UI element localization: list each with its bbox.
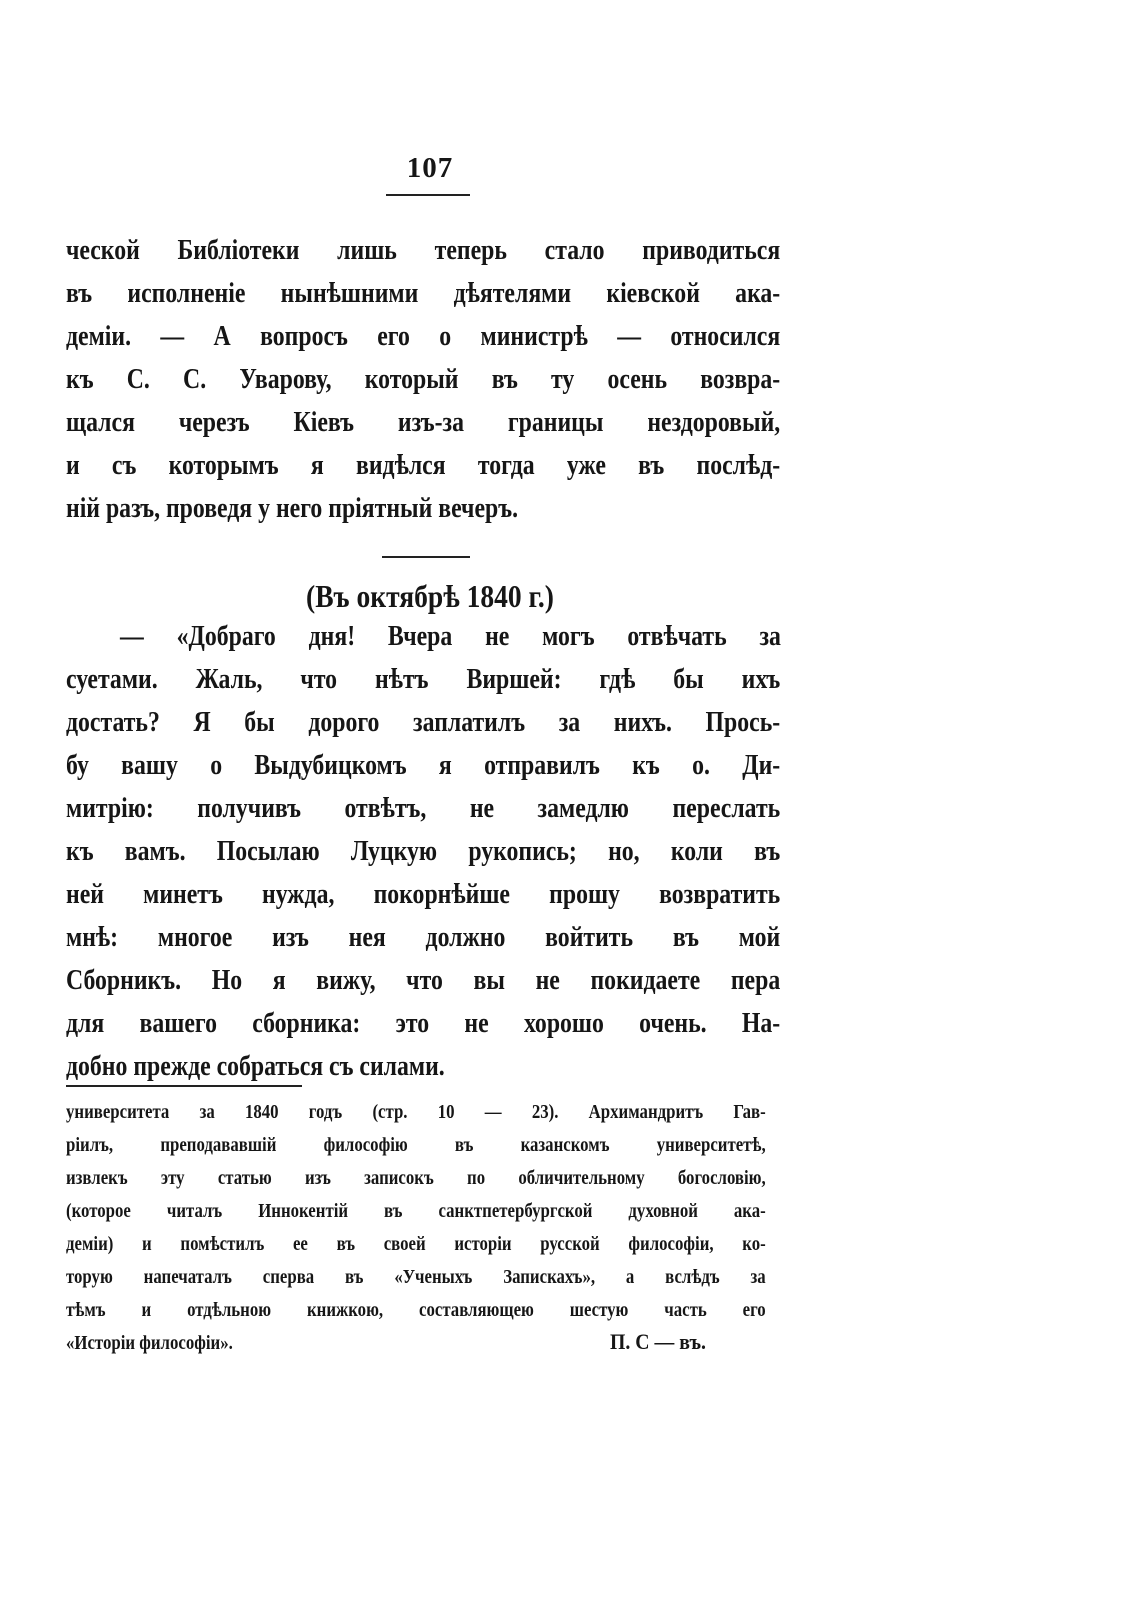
footnote-line: извлекъ эту статью изъ записокъ по обличительному богословію,	[66, 1167, 766, 1189]
footnote-line: университета за 1840 годъ (стр. 10 — 23). Архимандритъ Гав-	[66, 1101, 766, 1123]
letter-line: митрію: получивъ отвѣтъ, не замедлю переслать	[66, 792, 781, 824]
footnote-line: торую напечаталъ сперва въ «Ученыхъ Запискахъ», а вслѣдъ за	[66, 1266, 766, 1288]
letter-line: суетами. Жаль, что нѣтъ Виршей: гдѣ бы ихъ	[66, 663, 781, 695]
letter-line: ней минетъ нужда, покорнѣйше прошу возвратить	[66, 878, 781, 910]
footnote-line: «Исторіи философіи».	[66, 1332, 233, 1354]
section-heading: (Въ октябрѣ 1840 г.)	[306, 578, 554, 614]
page-number-rule	[386, 194, 470, 196]
body-line: ній разъ, проведя у него пріятный вечеръ.	[66, 492, 519, 524]
footnote-line: деміи) и помѣстилъ ее въ своей исторіи русской философіи, ко-	[66, 1233, 766, 1255]
letter-line: добно прежде собраться съ силами.	[66, 1050, 445, 1082]
body-line: и съ которымъ я видѣлся тогда уже въ послѣд-	[66, 449, 781, 481]
letter-line: мнѣ: многое изъ нея должно войтить въ мой	[66, 921, 781, 953]
body-line: деміи. — А вопросъ его о министрѣ — относился	[66, 320, 781, 352]
letter-line: Сборникъ. Но я вижу, что вы не покидаете пера	[66, 964, 781, 996]
body-line: щался черезъ Кіевъ изъ-за границы нездоровый,	[66, 406, 781, 438]
section-rule	[382, 556, 470, 558]
footnote-line: тѣмъ и отдѣльною книжкою, составляющею шестую часть его	[66, 1299, 766, 1321]
body-line: къ С. С. Уварову, который въ ту осень возвра-	[66, 363, 781, 395]
footnote-signature: П. С — въ.	[610, 1329, 707, 1354]
letter-line: достать? Я бы дорого заплатилъ за нихъ. Прось-	[66, 706, 781, 738]
letter-line: къ вамъ. Посылаю Луцкую рукопись; но, коли въ	[66, 835, 781, 867]
body-line: ческой Библіотеки лишь теперь стало приводиться	[66, 234, 781, 266]
footnote-line: (которое читалъ Иннокентій въ санктпетербургской духовной ака-	[66, 1200, 766, 1222]
body-line: въ исполненіе нынѣшними дѣятелями кіевской ака-	[66, 277, 781, 309]
footnote-line: ріилъ, преподававшій философію въ казанскомъ университетѣ,	[66, 1134, 766, 1156]
page-number: 107	[406, 152, 454, 184]
letter-line: — «Добраго дня! Вчера не могъ отвѣчать за	[120, 620, 781, 652]
letter-line: бу вашу о Выдубицкомъ я отправилъ къ о. Ди-	[66, 749, 781, 781]
footnote-rule	[66, 1085, 302, 1087]
letter-line: для вашего сборника: это не хорошо очень. На-	[66, 1007, 781, 1039]
